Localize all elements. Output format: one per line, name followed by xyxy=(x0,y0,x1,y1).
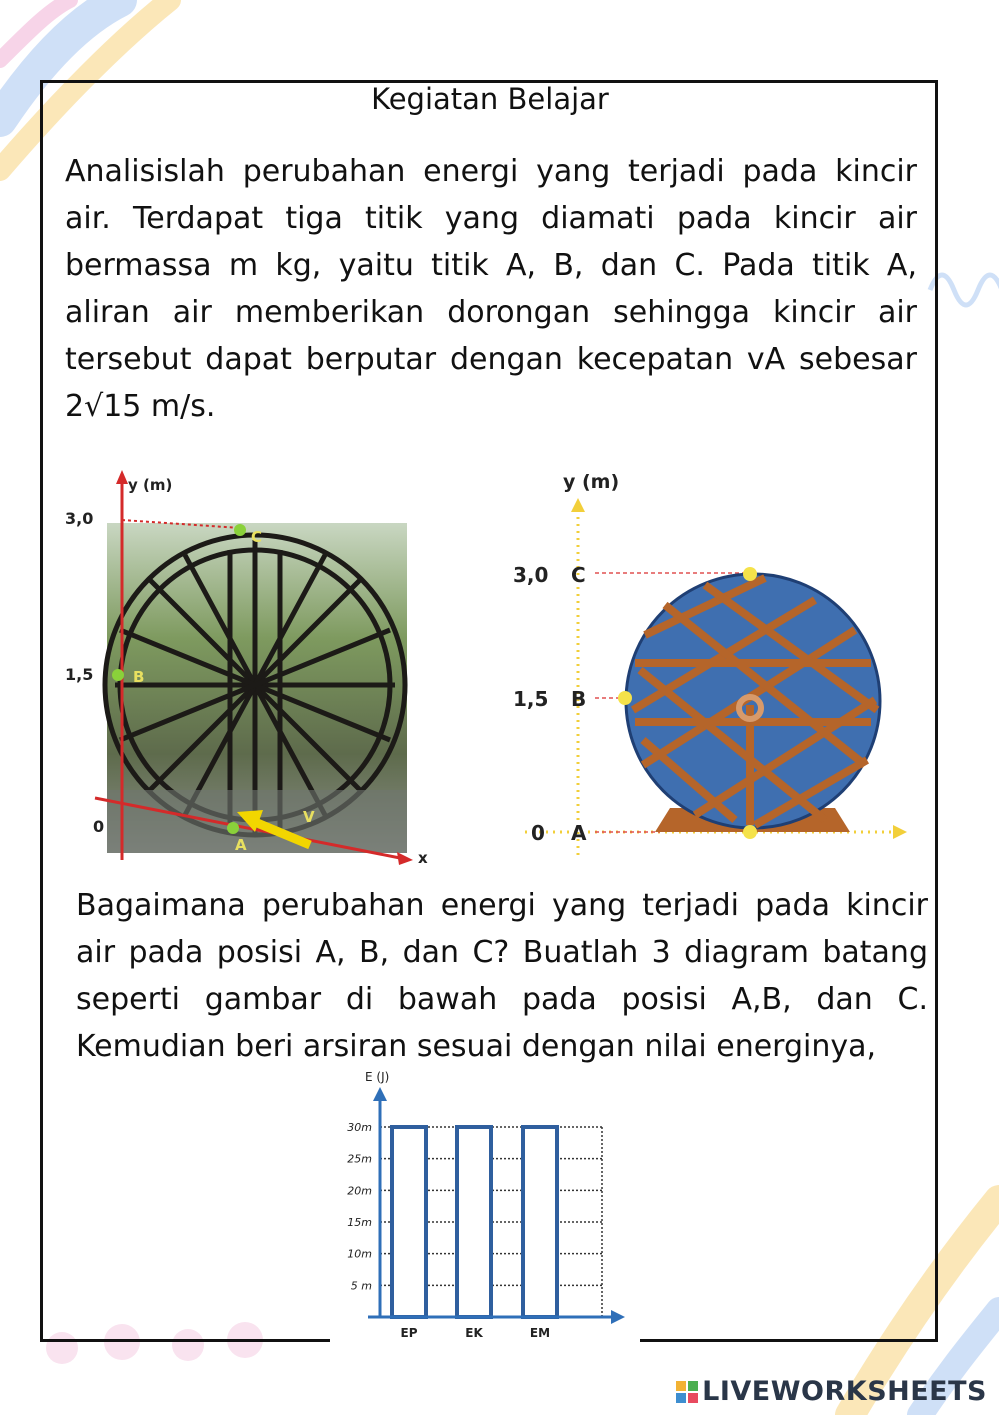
y-axis-arrow xyxy=(116,470,128,484)
photo-tick-0: 0 xyxy=(93,817,105,836)
point-a-marker xyxy=(227,822,239,834)
chart-y-tick-label: 20m xyxy=(347,1184,372,1198)
chart-x-tick-ep: EP xyxy=(400,1326,418,1340)
photo-point-c-label: C xyxy=(251,528,263,546)
photo-y-axis-label: y (m) xyxy=(128,476,173,494)
chart-bars xyxy=(392,1127,557,1317)
chart-y-tick-label: 10m xyxy=(347,1247,372,1261)
diagram-tick-3: 3,0 xyxy=(513,563,549,587)
chart-bar-ep xyxy=(392,1127,426,1317)
photo-point-a-label: A xyxy=(235,836,247,854)
chart-x-ticks xyxy=(401,1326,551,1340)
question-paragraph: Bagaimana perubahan energi yang terjadi pada kincir air pada posisi A, B, dan C? Buatlah 3 diagram batang seperti gambar di bawah pada posisi A,B, dan C. Kemudian beri arsiran sesuai dengan nilai energinya, xyxy=(76,888,928,1064)
diagram-point-c-label: C xyxy=(571,563,586,587)
chart-y-tick-label: 25m xyxy=(347,1152,372,1166)
chart-y-tick-label: 5 m xyxy=(350,1279,372,1293)
point-c-marker xyxy=(234,524,246,536)
photo-tick-1-5: 1,5 xyxy=(65,665,94,684)
chart-x-tick-em: EM xyxy=(529,1326,551,1340)
waterwheel-diagram-figure xyxy=(505,460,925,870)
chart-y-label: E (J) xyxy=(365,1070,390,1084)
diagram-point-b-marker xyxy=(618,691,632,705)
waterwheel-photo-figure xyxy=(55,460,445,870)
photo-velocity-label: V xyxy=(303,808,315,826)
point-b-marker xyxy=(112,669,124,681)
diagram-y-axis-label: y (m) xyxy=(563,471,620,493)
liveworksheets-watermark xyxy=(676,1376,987,1407)
chart-x-tick-ek: EK xyxy=(465,1326,483,1340)
chart-y-tick-label: 15m xyxy=(347,1216,372,1229)
chart-bar-ek xyxy=(457,1127,491,1317)
energy-bar-chart xyxy=(330,1065,640,1355)
page-title: Kegiatan Belajar xyxy=(371,82,609,116)
liveworksheets-text: LIVEWORKSHEETS xyxy=(702,1376,987,1407)
photo-x-axis-label: x xyxy=(418,849,428,867)
diagram-point-a-marker xyxy=(743,825,757,839)
diagram-point-a-label: A xyxy=(571,821,587,845)
diagram-point-c-marker xyxy=(743,567,757,581)
diagram-tick-0: 0 xyxy=(531,821,545,845)
diagram-tick-1-5: 1,5 xyxy=(513,687,549,711)
chart-y-tick-label: 30m xyxy=(347,1121,372,1134)
liveworksheets-logo-icon xyxy=(676,1381,698,1403)
photo-point-b-label: B xyxy=(133,668,145,686)
chart-y-ticks xyxy=(347,1121,372,1292)
instruction-paragraph: Analisislah perubahan energi yang terjadi pada kincir air. Terdapat tiga titik yang diamati pada kincir air bermassa m kg, yaitu titik A, B, dan C. Pada titik A, aliran air memberikan dorongan sehingga kincir air tersebut dapat berputar dengan kecepatan vA sebesar 2√15 m/s. xyxy=(65,154,917,424)
diagram-point-b-label: B xyxy=(571,687,587,711)
chart-bar-em xyxy=(523,1127,557,1317)
photo-tick-3: 3,0 xyxy=(65,509,94,528)
